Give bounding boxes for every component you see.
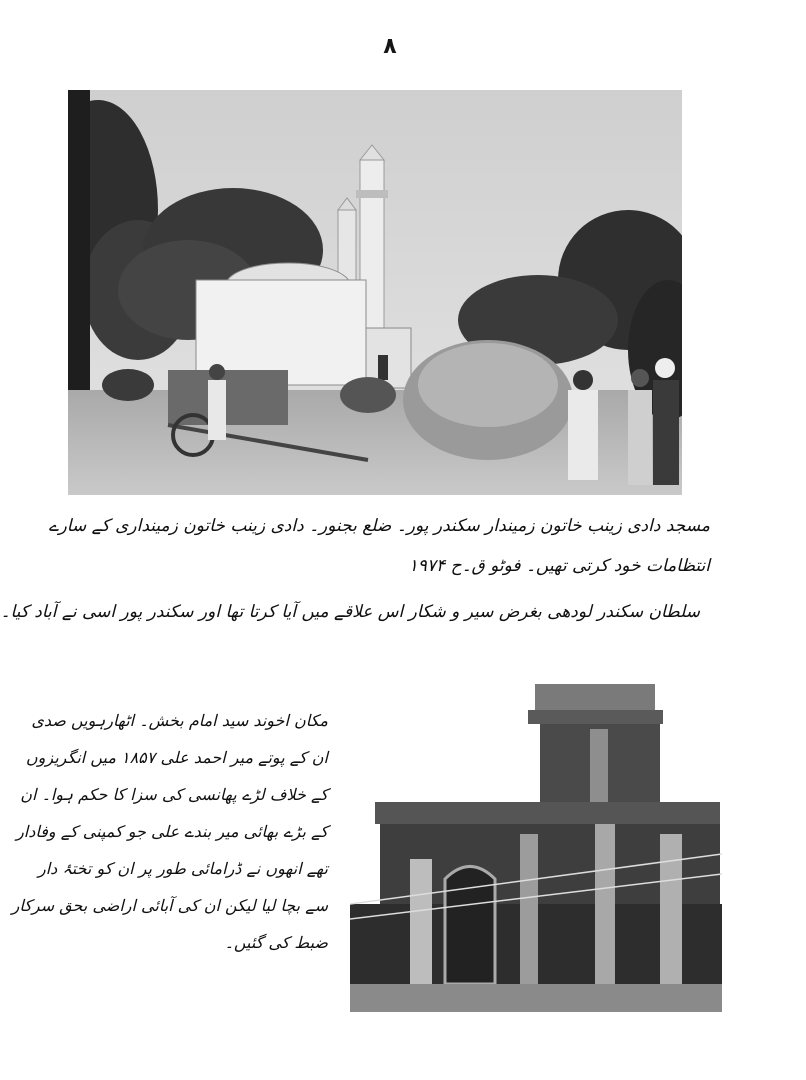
house-caption	[11, 702, 328, 961]
house-photo	[350, 684, 722, 1012]
house-caption-line: ضبط کی گئیں۔	[224, 933, 328, 952]
house-caption-line: کے خلاف لڑے پھانسی کی سزا کا حکم ہوا۔ ان	[20, 785, 328, 804]
house-caption-line: سے بچا لیا لیکن ان کی آبائی اراضی بحق سرکار	[11, 896, 328, 915]
house-photo-graphic	[350, 684, 722, 1012]
mosque-photo	[68, 90, 682, 495]
house-caption-line: مکان اخوند سید امام بخش۔ اٹھارہویں صدی	[31, 711, 328, 730]
page-number: ۸	[383, 34, 397, 59]
mosque-caption-line1: مسجد دادی زینب خاتون زمیندار سکندر پور۔ ضلع بجنور۔ دادی زینب خاتون زمینداری کے سارے	[48, 516, 710, 536]
house-caption-line: تھے انھوں نے ڈرامائی طور پر ان کو تختۂ دار	[38, 859, 328, 878]
photo-credit: فوٹو ق۔ح ۱۹۷۴	[408, 556, 521, 576]
history-caption-line1: سلطان سکندر لودھی بغرض سیر و شکار اس علاقے میں آیا کرتا تھا اور سکندر پور اسی نے آباد کیا۔	[0, 602, 700, 622]
house-caption-line: ان کے پوتے میر احمد علی ۱۸۵۷ میں انگریزوں	[25, 748, 328, 767]
mosque-caption	[48, 506, 710, 586]
mosque-photo-graphic	[68, 90, 682, 495]
mosque-caption-text: انتظامات خود کرتی تھیں۔	[525, 556, 710, 576]
mosque-caption-line2	[70, 546, 710, 586]
house-caption-line: کے بڑے بھائی میر بندے علی جو کمپنی کے وفادار	[16, 822, 328, 841]
history-caption	[0, 592, 700, 632]
